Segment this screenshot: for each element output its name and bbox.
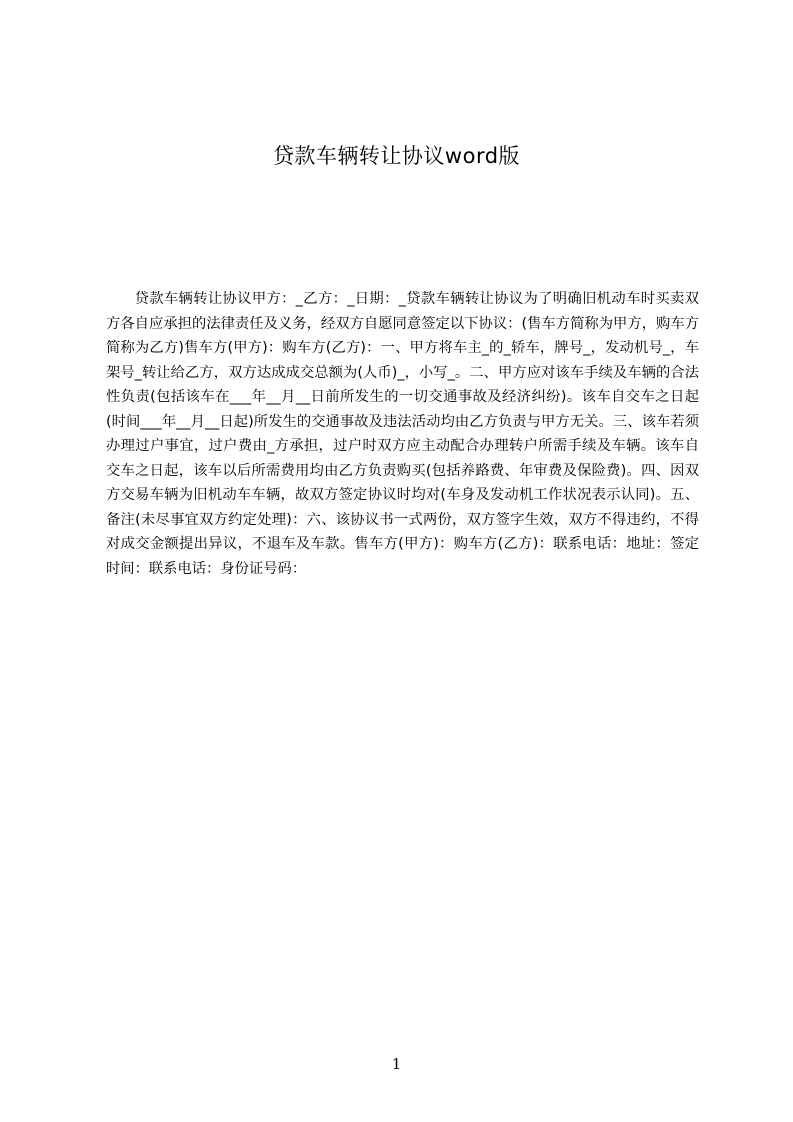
page-number: 1 xyxy=(391,1055,402,1073)
document-title: 贷款车辆转让协议word版 xyxy=(272,144,521,168)
document-body-paragraph: 贷款车辆转让协议甲方：_乙方：_日期：_贷款车辆转让协议为了明确旧机动车时买卖双方各自应承担的法律责任及义务，经双方自愿同意签定以下协议：(售车方简称为甲方，购车方简称为乙方)售车方(甲方)：购车方(乙方)：一、甲方将车主_的_轿车，牌号_，发动机号_，车架号_转让给乙方，双方达成成交总额为(人币)_，小写_。二、甲方应对该车手续及车辆的合法性负责(包括该车在___年__月__日前所发生的一切交通事故及经济纠纷)。该车自交车之日起(时间___年__月__日起)所发生的交通事故及违法活动均由乙方负责与甲方无关。三、该车若须办理过户事宜，过户费由_方承担，过户时双方应主动配合办理转户所需手续及车辆。该车自交车之日起，该车以后所需费用均由乙方负责购买(包括养路费、年审费及保险费)。四、因双方交易车辆为旧机动车车辆，故双方签定协议时均对(车身及发动机工作状况表示认同)。五、备注(未尽事宜双方约定处理)：六、该协议书一式两份，双方签字生效，双方不得违约，不得对成交金额提出异议，不退车及车款。售车方(甲方)：购车方(乙方)：联系电话：地址：签定时间：联系电话：身份证号码： xyxy=(106,291,699,577)
